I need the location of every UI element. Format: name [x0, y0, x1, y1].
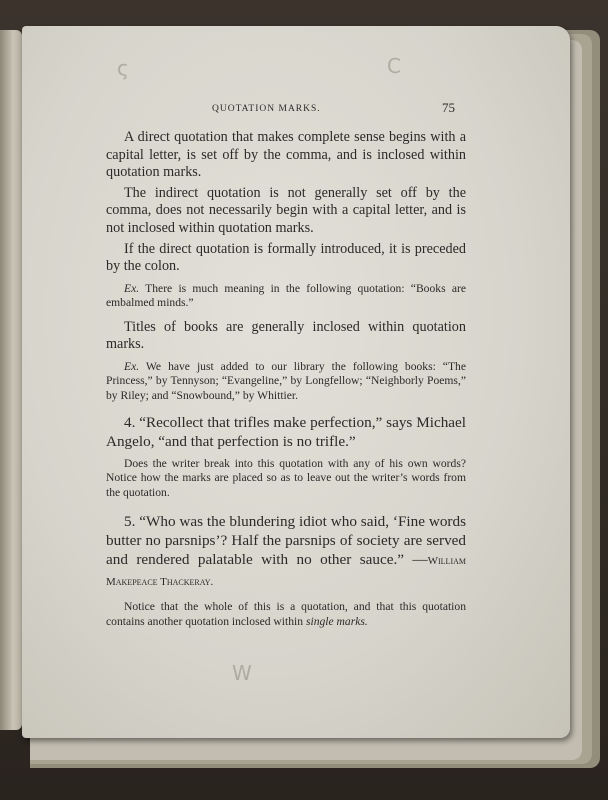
example-text: We have just added to our library the following books: “The Princess,” by Tennyson; “Evangeline,” by Longfellow; “Neighborly Poems,” by Riley; and “Snowbound,” by Whittier.	[106, 359, 466, 402]
pencil-mark: W	[232, 661, 252, 685]
example-label: Ex.	[124, 281, 140, 295]
note-text: Notice that the whole of this is a quotation, and that this quotation contains another quotation inclosed within	[106, 600, 466, 628]
quotation-text: 5. “Who was the blundering idiot who said, ‘Fine words butter no parsnips’? Half the parsnips of society are served and rendered palatable with no other sauce.” —	[106, 513, 466, 569]
example-label: Ex.	[124, 359, 140, 373]
pencil-mark: ς	[117, 56, 129, 80]
paragraph: Titles of books are generally inclosed within quotation marks.	[106, 318, 466, 353]
pencil-mark: C	[387, 54, 401, 78]
example-text: There is much meaning in the following quotation: “Books are embalmed minds.”	[106, 281, 466, 310]
example	[106, 282, 466, 311]
page-body	[106, 129, 466, 629]
paragraph: A direct quotation that makes complete sense begins with a capital letter, is set off by the comma, and is inclosed within quotation marks.	[106, 129, 466, 181]
paragraph: The indirect quotation is not generally set off by the comma, does not necessarily begin with a capital letter, and is not inclosed within quotation marks.	[106, 184, 466, 236]
note: Does the writer break into this quotation with any of his own words? Notice how the marks are placed so as to leave out the writer’s words from the quotation.	[106, 456, 466, 499]
page-header	[22, 100, 570, 120]
author-name: William Makepeace Thackeray.	[106, 555, 466, 589]
book-page	[22, 26, 570, 738]
example	[106, 360, 466, 403]
note-emphasis: single marks.	[305, 614, 368, 628]
left-page-edge	[0, 30, 22, 730]
paragraph: If the direct quotation is formally introduced, it is preceded by the colon.	[106, 240, 466, 275]
page-number: 75	[442, 100, 455, 115]
numbered-quotation: 4. “Recollect that trifles make perfection,” says Michael Angelo, “and that perfection is no trifle.”	[106, 413, 466, 450]
note	[106, 600, 466, 629]
numbered-quotation	[106, 512, 466, 592]
running-head: QUOTATION MARKS.	[212, 104, 321, 114]
